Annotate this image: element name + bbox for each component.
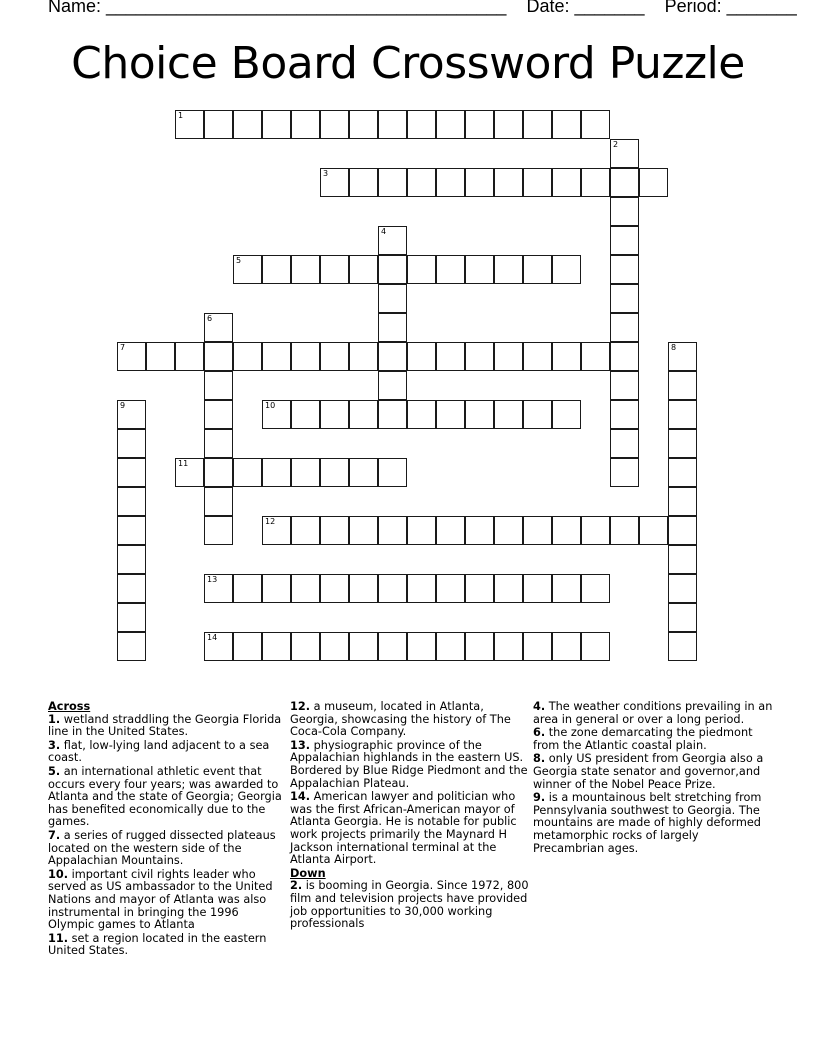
grid-cell[interactable] xyxy=(610,313,639,342)
clues-column-1 xyxy=(48,701,284,959)
grid-cell[interactable] xyxy=(262,516,291,545)
grid-cell[interactable] xyxy=(610,284,639,313)
grid-cell[interactable] xyxy=(262,255,291,284)
grid-cell[interactable] xyxy=(378,516,407,545)
grid-cell[interactable] xyxy=(117,632,146,661)
grid-cell[interactable] xyxy=(204,632,233,661)
grid-cell[interactable] xyxy=(552,400,581,429)
grid-cell[interactable] xyxy=(523,400,552,429)
grid-cell[interactable] xyxy=(378,632,407,661)
clue-across-10: 10. important civil rights leader who served as US ambassador to the United Nations and mayor of Atlanta was also instrumental in bringing the 1996 Olympic games to Atlanta xyxy=(48,867,273,932)
grid-cell[interactable] xyxy=(291,400,320,429)
grid-cell[interactable] xyxy=(175,110,204,139)
grid-cell[interactable] xyxy=(465,516,494,545)
grid-cell[interactable] xyxy=(668,545,697,574)
grid-cell[interactable] xyxy=(349,110,378,139)
grid-cell[interactable] xyxy=(581,342,610,371)
grid-cell[interactable] xyxy=(523,110,552,139)
grid-cell[interactable] xyxy=(204,110,233,139)
grid-cell[interactable] xyxy=(581,632,610,661)
grid-cell[interactable] xyxy=(581,574,610,603)
clues-column-2 xyxy=(290,701,530,932)
grid-cell[interactable] xyxy=(523,168,552,197)
grid-cell[interactable] xyxy=(552,516,581,545)
clue-down-4: 4. The weather conditions prevailing in an area in general or over a long period. xyxy=(533,700,773,726)
grid-cell[interactable] xyxy=(407,516,436,545)
grid-cell[interactable] xyxy=(552,632,581,661)
clue-number: 12 xyxy=(265,517,276,526)
grid-cell[interactable] xyxy=(117,429,146,458)
grid-cell[interactable] xyxy=(639,168,668,197)
grid-cell[interactable] xyxy=(610,371,639,400)
date-field[interactable]: Date: _______ xyxy=(526,0,645,16)
grid-cell[interactable] xyxy=(117,574,146,603)
grid-cell[interactable] xyxy=(407,110,436,139)
grid-cell[interactable] xyxy=(436,632,465,661)
grid-cell[interactable] xyxy=(494,110,523,139)
grid-cell[interactable] xyxy=(262,110,291,139)
grid-cell[interactable] xyxy=(233,458,262,487)
grid-cell[interactable] xyxy=(407,255,436,284)
grid-cell[interactable] xyxy=(610,226,639,255)
grid-cell[interactable] xyxy=(407,400,436,429)
grid-cell[interactable] xyxy=(668,487,697,516)
grid-cell[interactable] xyxy=(668,574,697,603)
grid-cell[interactable] xyxy=(610,342,639,371)
grid-cell[interactable] xyxy=(175,342,204,371)
grid-cell[interactable] xyxy=(668,458,697,487)
period-field[interactable]: Period: _______ xyxy=(664,0,797,16)
clue-number: 3 xyxy=(323,169,329,178)
clue-down-9: 9. is a mountainous belt stretching from Pennsylvania southwest to Georgia. The mountains are made of highly deformed metamorphic rocks of largely Precambrian ages. xyxy=(533,791,762,855)
down-heading: Down xyxy=(290,866,326,880)
clue-number: 7 xyxy=(120,343,126,352)
grid-cell[interactable] xyxy=(204,429,233,458)
grid-cell[interactable] xyxy=(349,458,378,487)
grid-cell[interactable] xyxy=(668,632,697,661)
grid-cell[interactable] xyxy=(610,400,639,429)
grid-cell[interactable] xyxy=(610,255,639,284)
clue-number: 9 xyxy=(120,401,126,410)
clue-down-6: 6. the zone demarcating the piedmont from the Atlantic coastal plain. xyxy=(533,726,753,752)
grid-cell[interactable] xyxy=(204,458,233,487)
grid-cell[interactable] xyxy=(581,516,610,545)
grid-cell[interactable] xyxy=(668,603,697,632)
clue-number: 1 xyxy=(178,111,184,120)
clue-number: 8 xyxy=(671,343,677,352)
grid-cell[interactable] xyxy=(407,168,436,197)
grid-cell[interactable] xyxy=(291,255,320,284)
across-heading: Across xyxy=(48,700,91,713)
grid-cell[interactable] xyxy=(552,342,581,371)
grid-cell[interactable] xyxy=(349,255,378,284)
clues-column-3 xyxy=(533,701,773,856)
grid-cell[interactable] xyxy=(262,342,291,371)
grid-cell[interactable] xyxy=(552,110,581,139)
grid-cell[interactable] xyxy=(436,168,465,197)
grid-cell[interactable] xyxy=(320,110,349,139)
clue-number: 14 xyxy=(207,633,218,642)
grid-cell[interactable] xyxy=(552,168,581,197)
grid-cell[interactable] xyxy=(378,284,407,313)
grid-cell[interactable] xyxy=(320,458,349,487)
grid-cell[interactable] xyxy=(262,400,291,429)
grid-cell[interactable] xyxy=(494,516,523,545)
clue-number: 11 xyxy=(178,459,189,468)
grid-cell[interactable] xyxy=(610,429,639,458)
grid-cell[interactable] xyxy=(668,516,697,545)
grid-cell[interactable] xyxy=(320,400,349,429)
grid-cell[interactable] xyxy=(436,255,465,284)
grid-cell[interactable] xyxy=(494,168,523,197)
grid-cell[interactable] xyxy=(465,168,494,197)
grid-cell[interactable] xyxy=(436,110,465,139)
grid-cell[interactable] xyxy=(610,458,639,487)
grid-cell[interactable] xyxy=(378,313,407,342)
grid-cell[interactable] xyxy=(523,632,552,661)
grid-cell[interactable] xyxy=(494,574,523,603)
grid-cell[interactable] xyxy=(233,255,262,284)
grid-cell[interactable] xyxy=(349,574,378,603)
grid-cell[interactable] xyxy=(378,371,407,400)
grid-cell[interactable] xyxy=(320,168,349,197)
grid-cell[interactable] xyxy=(378,255,407,284)
grid-cell[interactable] xyxy=(175,458,204,487)
grid-cell[interactable] xyxy=(465,110,494,139)
grid-cell[interactable] xyxy=(262,574,291,603)
grid-cell[interactable] xyxy=(494,342,523,371)
grid-cell[interactable] xyxy=(436,400,465,429)
grid-cell[interactable] xyxy=(291,516,320,545)
grid-cell[interactable] xyxy=(262,632,291,661)
grid-cell[interactable] xyxy=(349,168,378,197)
clue-number: 10 xyxy=(265,401,276,410)
grid-cell[interactable] xyxy=(117,342,146,371)
grid-cell[interactable] xyxy=(407,632,436,661)
grid-cell[interactable] xyxy=(117,487,146,516)
grid-cell[interactable] xyxy=(117,400,146,429)
grid-cell[interactable] xyxy=(349,516,378,545)
grid-cell[interactable] xyxy=(465,574,494,603)
grid-cell[interactable] xyxy=(146,342,175,371)
grid-cell[interactable] xyxy=(291,342,320,371)
grid-cell[interactable] xyxy=(523,574,552,603)
grid-cell[interactable] xyxy=(378,342,407,371)
grid-cell[interactable] xyxy=(436,574,465,603)
grid-cell[interactable] xyxy=(610,197,639,226)
clue-down-2: 2. is booming in Georgia. Since 1972, 800 film and television projects have provided job opportunities to 30,000 working professionals xyxy=(290,879,529,931)
grid-cell[interactable] xyxy=(233,574,262,603)
grid-cell[interactable] xyxy=(378,400,407,429)
grid-cell[interactable] xyxy=(320,516,349,545)
grid-cell[interactable] xyxy=(378,574,407,603)
grid-cell[interactable] xyxy=(552,255,581,284)
grid-cell[interactable] xyxy=(378,458,407,487)
grid-cell[interactable] xyxy=(668,342,697,371)
grid-cell[interactable] xyxy=(407,574,436,603)
grid-cell[interactable] xyxy=(378,110,407,139)
grid-cell[interactable] xyxy=(523,342,552,371)
clue-number: 5 xyxy=(236,256,242,265)
clue-number: 2 xyxy=(613,140,619,149)
grid-cell[interactable] xyxy=(117,603,146,632)
clue-across-7: 7. a series of rugged dissected plateaus located on the western side of the Appalachian Mountains. xyxy=(48,828,276,868)
grid-cell[interactable] xyxy=(378,226,407,255)
page-title: Choice Board Crossword Puzzle xyxy=(71,38,745,89)
grid-cell[interactable] xyxy=(320,255,349,284)
grid-cell[interactable] xyxy=(204,516,233,545)
grid-cell[interactable] xyxy=(465,342,494,371)
name-field[interactable]: Name: ________________________________________ xyxy=(48,0,507,16)
grid-cell[interactable] xyxy=(436,342,465,371)
grid-cell[interactable] xyxy=(233,342,262,371)
clue-number: 4 xyxy=(381,227,387,236)
grid-cell[interactable] xyxy=(204,574,233,603)
grid-cell[interactable] xyxy=(291,632,320,661)
grid-cell[interactable] xyxy=(668,400,697,429)
clue-across-13: 13. physiographic province of the Appalachian highlands in the eastern US. Bordered by Blue Ridge Piedmont and the Appalachian Plateau. xyxy=(290,738,528,790)
grid-cell[interactable] xyxy=(610,516,639,545)
grid-cell[interactable] xyxy=(349,342,378,371)
grid-cell[interactable] xyxy=(117,458,146,487)
grid-cell[interactable] xyxy=(204,342,233,371)
grid-cell[interactable] xyxy=(436,516,465,545)
clue-across-14: 14. American lawyer and politician who was the first African-American mayor of Atlanta Georgia. He is notable for public work projects primarily the Maynard H Jackson international terminal at the Atlanta Airport. xyxy=(290,790,517,867)
grid-cell[interactable] xyxy=(668,371,697,400)
grid-cell[interactable] xyxy=(581,168,610,197)
clue-across-11: 11. set a region located in the eastern United States. xyxy=(48,931,267,958)
grid-cell[interactable] xyxy=(233,110,262,139)
grid-cell[interactable] xyxy=(610,168,639,197)
grid-cell[interactable] xyxy=(291,110,320,139)
grid-cell[interactable] xyxy=(204,487,233,516)
grid-cell[interactable] xyxy=(465,632,494,661)
grid-cell[interactable] xyxy=(523,255,552,284)
clue-across-3: 3. flat, low-lying land adjacent to a sea coast. xyxy=(48,738,270,765)
grid-cell[interactable] xyxy=(291,574,320,603)
clue-number: 6 xyxy=(207,314,213,323)
grid-cell[interactable] xyxy=(465,400,494,429)
grid-cell[interactable] xyxy=(233,632,262,661)
grid-cell[interactable] xyxy=(494,400,523,429)
clue-down-8: 8. only US president from Georgia also a Georgia state senator and governor,and winner of the Nobel Peace Prize. xyxy=(533,752,764,791)
grid-cell[interactable] xyxy=(262,458,291,487)
grid-cell[interactable] xyxy=(320,632,349,661)
grid-cell[interactable] xyxy=(581,110,610,139)
grid-cell[interactable] xyxy=(610,139,639,168)
grid-cell[interactable] xyxy=(349,632,378,661)
grid-cell[interactable] xyxy=(349,400,378,429)
grid-cell[interactable] xyxy=(494,255,523,284)
grid-cell[interactable] xyxy=(117,545,146,574)
grid-cell[interactable] xyxy=(378,168,407,197)
grid-cell[interactable] xyxy=(523,516,552,545)
grid-cell[interactable] xyxy=(407,342,436,371)
clue-across-1: 1. wetland straddling the Georgia Florida line in the United States. xyxy=(48,712,282,739)
grid-cell[interactable] xyxy=(291,458,320,487)
grid-cell[interactable] xyxy=(320,342,349,371)
grid-cell[interactable] xyxy=(320,574,349,603)
grid-cell[interactable] xyxy=(465,255,494,284)
grid-cell[interactable] xyxy=(668,429,697,458)
grid-cell[interactable] xyxy=(639,516,668,545)
clue-across-5: 5. an international athletic event that occurs every four years; was awarded to Atlanta and the state of Georgia; Georgia has benefited economically due to the games. xyxy=(48,764,282,829)
grid-cell[interactable] xyxy=(117,516,146,545)
grid-cell[interactable] xyxy=(204,400,233,429)
grid-cell[interactable] xyxy=(494,632,523,661)
grid-cell[interactable] xyxy=(204,313,233,342)
grid-cell[interactable] xyxy=(552,574,581,603)
clue-number: 13 xyxy=(207,575,218,584)
clue-across-12: 12. a museum, located in Atlanta, Georgia, showcasing the history of The Coca-Cola Company. xyxy=(290,700,511,739)
grid-cell[interactable] xyxy=(204,371,233,400)
